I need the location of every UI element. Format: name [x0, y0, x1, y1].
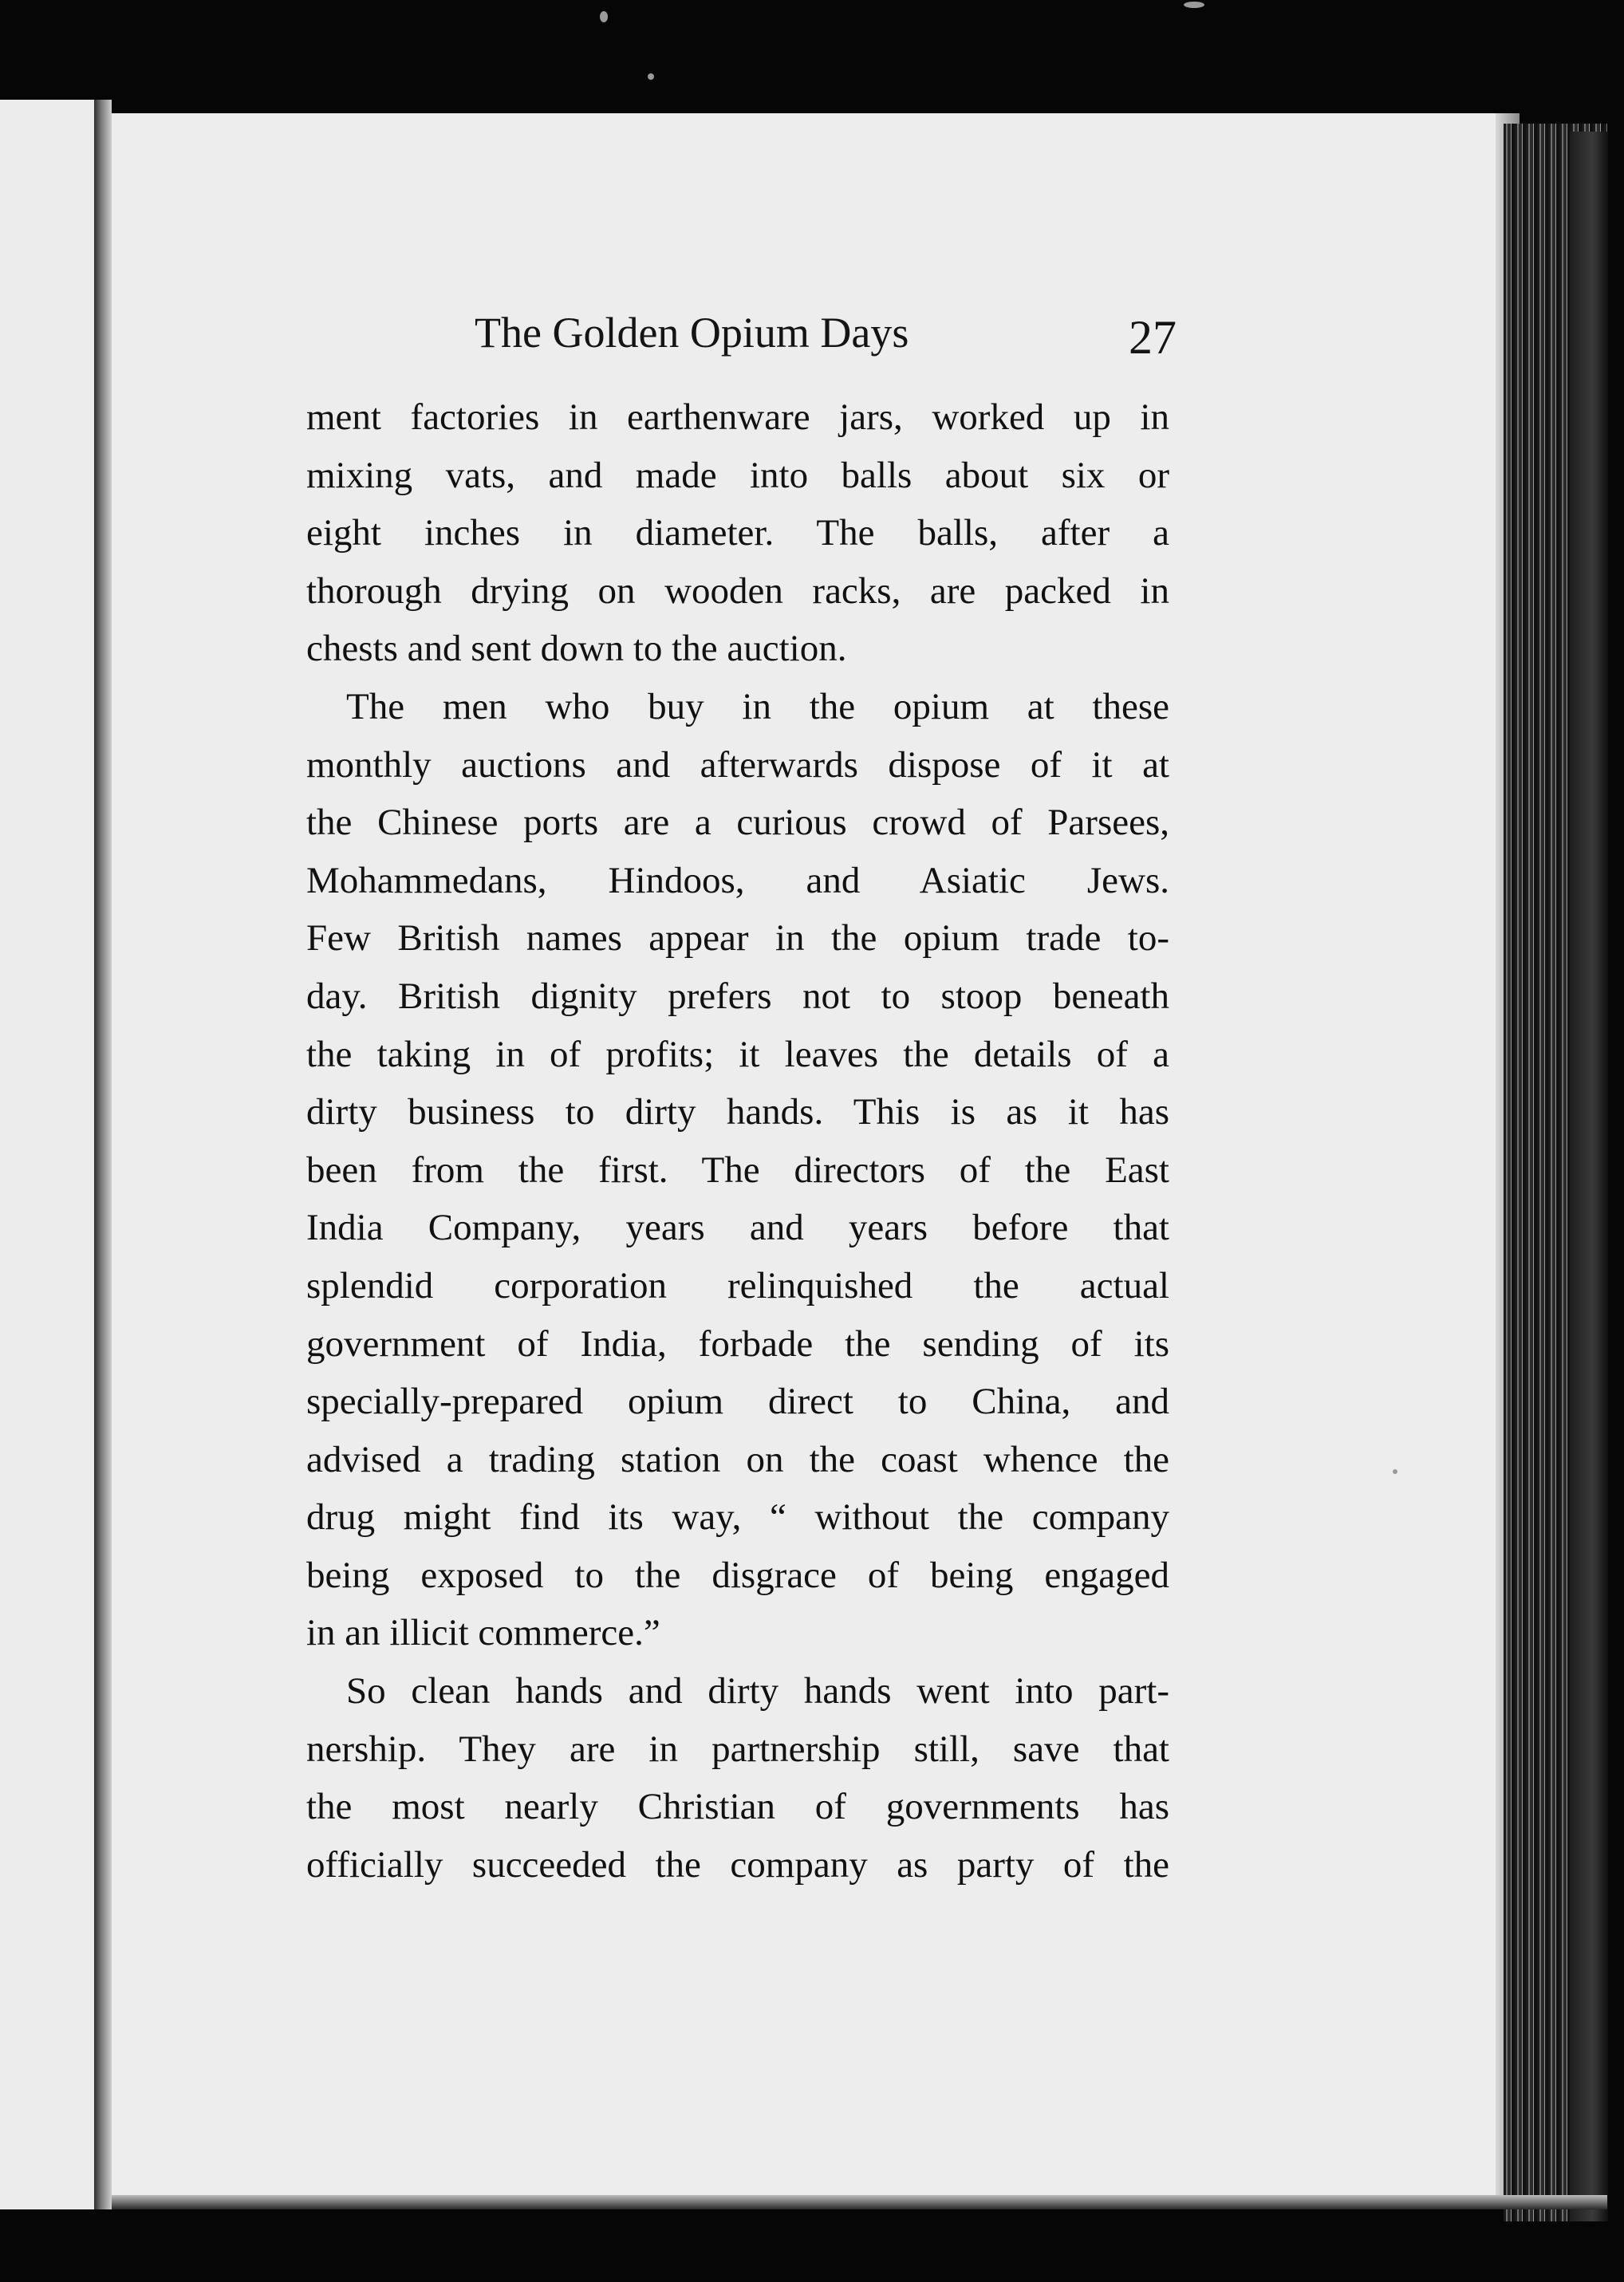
text-line: monthly auctions and afterwards dispose of it at	[306, 743, 1169, 786]
running-head-title: The Golden Opium Days	[475, 309, 909, 357]
text-line: Mohammedans, Hindoos, and Asiatic Jews.	[306, 859, 1169, 901]
text-line: officially succeeded the company as party of the	[306, 1843, 1169, 1886]
text-line: splendid corporation relinquished the actual	[306, 1264, 1169, 1307]
text-line: advised a trading station on the coast whence the	[306, 1438, 1169, 1480]
text-line: thorough drying on wooden racks, are packed in	[306, 570, 1169, 612]
page-number: 27	[1129, 311, 1177, 364]
paragraph	[306, 388, 1169, 678]
text-line: specially-prepared opium direct to China, and	[306, 1381, 1169, 1423]
text-line: being exposed to the disgrace of being engaged	[306, 1554, 1169, 1596]
text-line: India Company, years and years before that	[306, 1207, 1169, 1249]
text-line: chests and sent down to the auction.	[306, 628, 847, 670]
scan-speck	[1184, 2, 1204, 8]
page-bottom-edge	[112, 2195, 1607, 2209]
book-fore-edge-shadow	[1570, 132, 1608, 2221]
text-line: drug might find its way, “ without the company	[306, 1496, 1169, 1539]
paragraph	[306, 678, 1169, 1662]
scan-speck	[648, 73, 654, 80]
text-line: mixing vats, and made into balls about six or	[306, 454, 1169, 496]
text-line: government of India, forbade the sending of its	[306, 1322, 1169, 1365]
text-line: dirty business to dirty hands. This is as it has	[306, 1091, 1169, 1133]
gutter-shadow	[94, 100, 112, 2209]
paragraph	[306, 1662, 1169, 1894]
text-line: been from the first. The directors of the East	[306, 1149, 1169, 1191]
text-line: So clean hands and dirty hands went into part-	[346, 1670, 1169, 1712]
text-line: day. British dignity prefers not to stoop beneath	[306, 975, 1169, 1017]
left-page-edge	[0, 100, 107, 2209]
text-line: Few British names appear in the opium trade to-	[306, 917, 1169, 960]
text-line: The men who buy in the opium at these	[346, 685, 1169, 727]
text-line: the most nearly Christian of governments has	[306, 1786, 1169, 1828]
scan-speck	[600, 11, 608, 22]
text-line: the taking in of profits; it leaves the details of a	[306, 1033, 1169, 1075]
text-line: nership. They are in partnership still, save that	[306, 1728, 1169, 1770]
scan-speck	[1393, 1469, 1397, 1474]
text-line: in an illicit commerce.”	[306, 1612, 660, 1654]
running-head	[475, 305, 1177, 369]
text-line: the Chinese ports are a curious crowd of Parsees,	[306, 802, 1169, 844]
text-line: eight inches in diameter. The balls, after a	[306, 512, 1169, 554]
text-line: ment factories in earthenware jars, worked up in	[306, 396, 1169, 438]
body-text	[306, 388, 1169, 1894]
